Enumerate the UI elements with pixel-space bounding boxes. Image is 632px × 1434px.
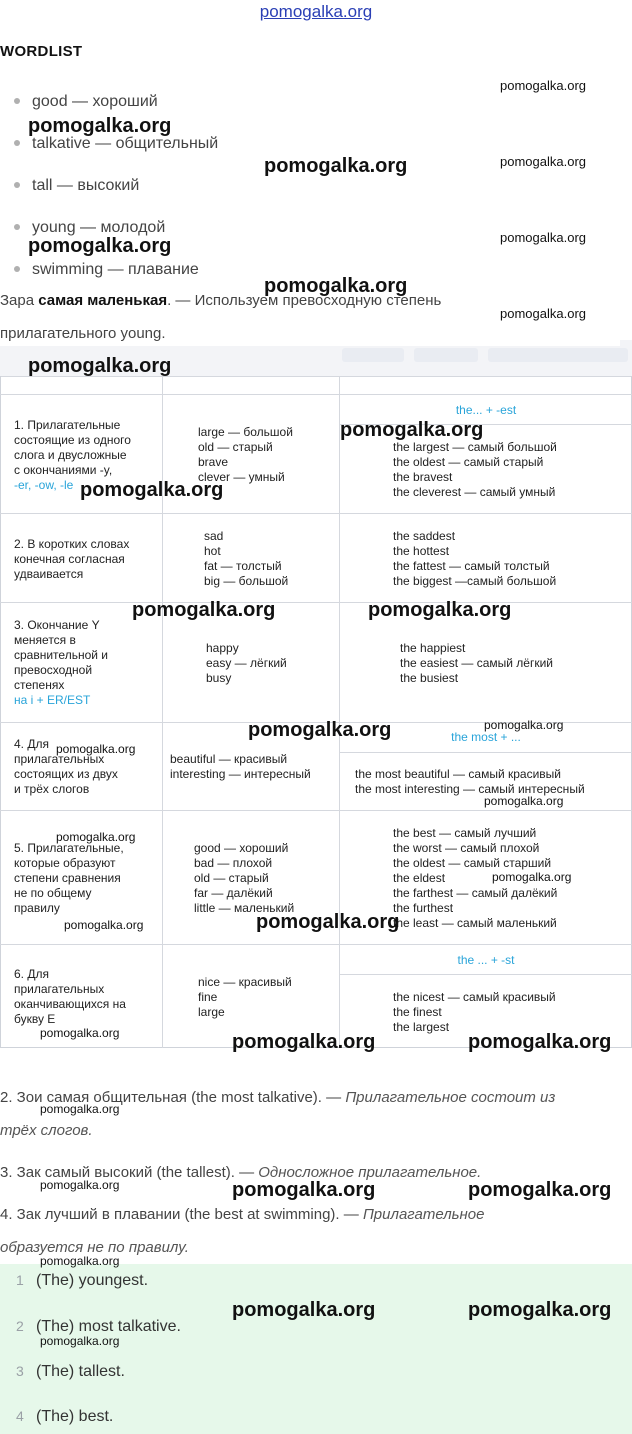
- watermark: pomogalka.org: [232, 1031, 376, 1053]
- rule-cell: 6. Для прилагательных оканчивающихся на букву E: [14, 967, 126, 1026]
- wordlist-title: WORDLIST: [0, 43, 83, 60]
- watermark: pomogalka.org: [500, 154, 586, 169]
- example-cell: happy easy — лёгкий busy: [206, 641, 287, 685]
- watermark: pomogalka.org: [28, 115, 172, 137]
- example-cell: sad hot fat — толстый big — большой: [204, 529, 289, 588]
- subheader-divider: [340, 752, 632, 753]
- watermark: pomogalka.org: [232, 1299, 376, 1321]
- wordlist-item: [14, 177, 139, 195]
- form-cell: the most beautiful — самый красивый the most interesting — самый интересный: [355, 767, 585, 796]
- watermark: pomogalka.org: [56, 830, 136, 844]
- example-cell: beautiful — красивый interesting — интересный: [170, 752, 311, 781]
- watermark: pomogalka.org: [264, 275, 408, 297]
- form-cell: the largest — самый большой the oldest — самый старый the bravest the cleverest — самый умный: [393, 440, 557, 499]
- watermark: pomogalka.org: [40, 1026, 120, 1040]
- watermark: pomogalka.org: [64, 918, 144, 932]
- example-cell: nice — красивый fine large: [198, 975, 292, 1019]
- wordlist-item: [14, 261, 199, 279]
- watermark: pomogalka.org: [340, 419, 484, 441]
- watermark: pomogalka.org: [368, 599, 512, 621]
- header-tab: [488, 348, 628, 362]
- form-subheader: the most + ...: [451, 730, 521, 744]
- explanation-3: 3. Зак самый высокий (the tallest). — Односложное прилагательное.: [0, 1164, 482, 1181]
- watermark: pomogalka.org: [28, 235, 172, 257]
- bullet-icon: [14, 224, 20, 230]
- watermark: pomogalka.org: [56, 742, 136, 756]
- watermark: pomogalka.org: [132, 599, 276, 621]
- answer-item: 4 (The) best.: [16, 1408, 114, 1425]
- watermark: pomogalka.org: [28, 355, 172, 377]
- watermark: pomogalka.org: [500, 230, 586, 245]
- form-cell: the happiest the easiest — самый лёгкий the busiest: [400, 641, 553, 685]
- subheader-divider: [340, 974, 632, 975]
- form-cell: the best — самый лучший the worst — самый плохой the oldest — самый старший the eldest the farthest — самый далёкий the furthest the least — самый маленький: [393, 826, 558, 930]
- watermark: pomogalka.org: [256, 911, 400, 933]
- answer-item: 3 (The) tallest.: [16, 1363, 125, 1380]
- watermark: pomogalka.org: [264, 155, 408, 177]
- rule-cell: 5. Прилагательные, которые образуют степени сравнения не по общему правилу: [14, 841, 124, 915]
- watermark: pomogalka.org: [468, 1299, 612, 1321]
- form-cell: the nicest — самый красивый the finest the largest: [393, 990, 556, 1034]
- answer-item: 1 (The) youngest.: [16, 1272, 149, 1289]
- intro-paragraph: Зара самая маленькая. — Используем превосходную степень прилагательного young.: [0, 284, 620, 346]
- header-tab: [414, 348, 478, 362]
- watermark: pomogalka.org: [484, 794, 564, 808]
- explanation-4: 4. Зак лучший в плавании (the best at swimming). — Прилагательное образуется не по правилу.: [0, 1206, 485, 1256]
- watermark: pomogalka.org: [40, 1334, 120, 1348]
- form-subheader: the... + -est: [455, 403, 517, 417]
- form-subheader: the ... + -st: [457, 953, 515, 967]
- rule-cell: 3. Окончание Y меняется в сравнительной и превосходной степенях на i + ER/EST: [14, 618, 108, 707]
- bullet-icon: [14, 182, 20, 188]
- watermark: pomogalka.org: [492, 870, 572, 884]
- answer-item: 2 (The) most talkative.: [16, 1318, 181, 1335]
- example-cell: large — большой old — старый brave clever — умный: [198, 425, 293, 484]
- example-cell: good — хороший bad — плохой old — старый far — далёкий little — маленький: [194, 841, 295, 915]
- row-divider: [0, 602, 632, 603]
- rule-cell: 1. Прилагательные состоящие из одного слога и двусложные с окончаниями -y, -er, -ow, -le: [14, 418, 131, 492]
- wordlist-item-text: tall — высокий: [32, 177, 140, 194]
- watermark: pomogalka.org: [40, 1254, 120, 1268]
- watermark: pomogalka.org: [468, 1031, 612, 1053]
- row-divider: [0, 944, 632, 945]
- watermark: pomogalka.org: [248, 719, 392, 741]
- bullet-icon: [14, 98, 20, 104]
- wordlist-item-text: good — хороший: [32, 93, 158, 110]
- watermark: pomogalka.org: [484, 718, 564, 732]
- row-divider: [0, 394, 632, 395]
- column-divider: [339, 376, 340, 1048]
- wordlist-item-text: young — молодой: [32, 219, 166, 236]
- watermark: pomogalka.org: [500, 306, 586, 321]
- form-cell: the saddest the hottest the fattest — самый толстый the biggest —самый большой: [393, 529, 557, 588]
- wordlist-item-text: talkative — общительный: [32, 135, 219, 152]
- watermark: pomogalka.org: [80, 479, 224, 501]
- column-divider: [162, 376, 163, 1048]
- row-divider: [0, 810, 632, 811]
- wordlist-item: [14, 93, 158, 111]
- header-tab: [342, 348, 404, 362]
- explanation-2: 2. Зои самая общительная (the most talkative). — Прилагательное состоит из трёх слогов.: [0, 1089, 556, 1139]
- watermark-link[interactable]: pomogalka.org: [259, 2, 373, 21]
- bullet-icon: [14, 266, 20, 272]
- bullet-icon: [14, 140, 20, 146]
- watermark: pomogalka.org: [500, 78, 586, 93]
- watermark: pomogalka.org: [40, 1102, 120, 1116]
- wordlist-item-text: swimming — плавание: [32, 261, 199, 278]
- rule-cell: 4. Для прилагательных состоящих из двух и трёх слогов: [14, 737, 118, 796]
- row-divider: [0, 513, 632, 514]
- rule-cell: 2. В коротких словах конечная согласная удваивается: [14, 537, 130, 581]
- watermark: pomogalka.org: [232, 1179, 376, 1201]
- watermark: pomogalka.org: [468, 1179, 612, 1201]
- watermark: pomogalka.org: [40, 1178, 120, 1192]
